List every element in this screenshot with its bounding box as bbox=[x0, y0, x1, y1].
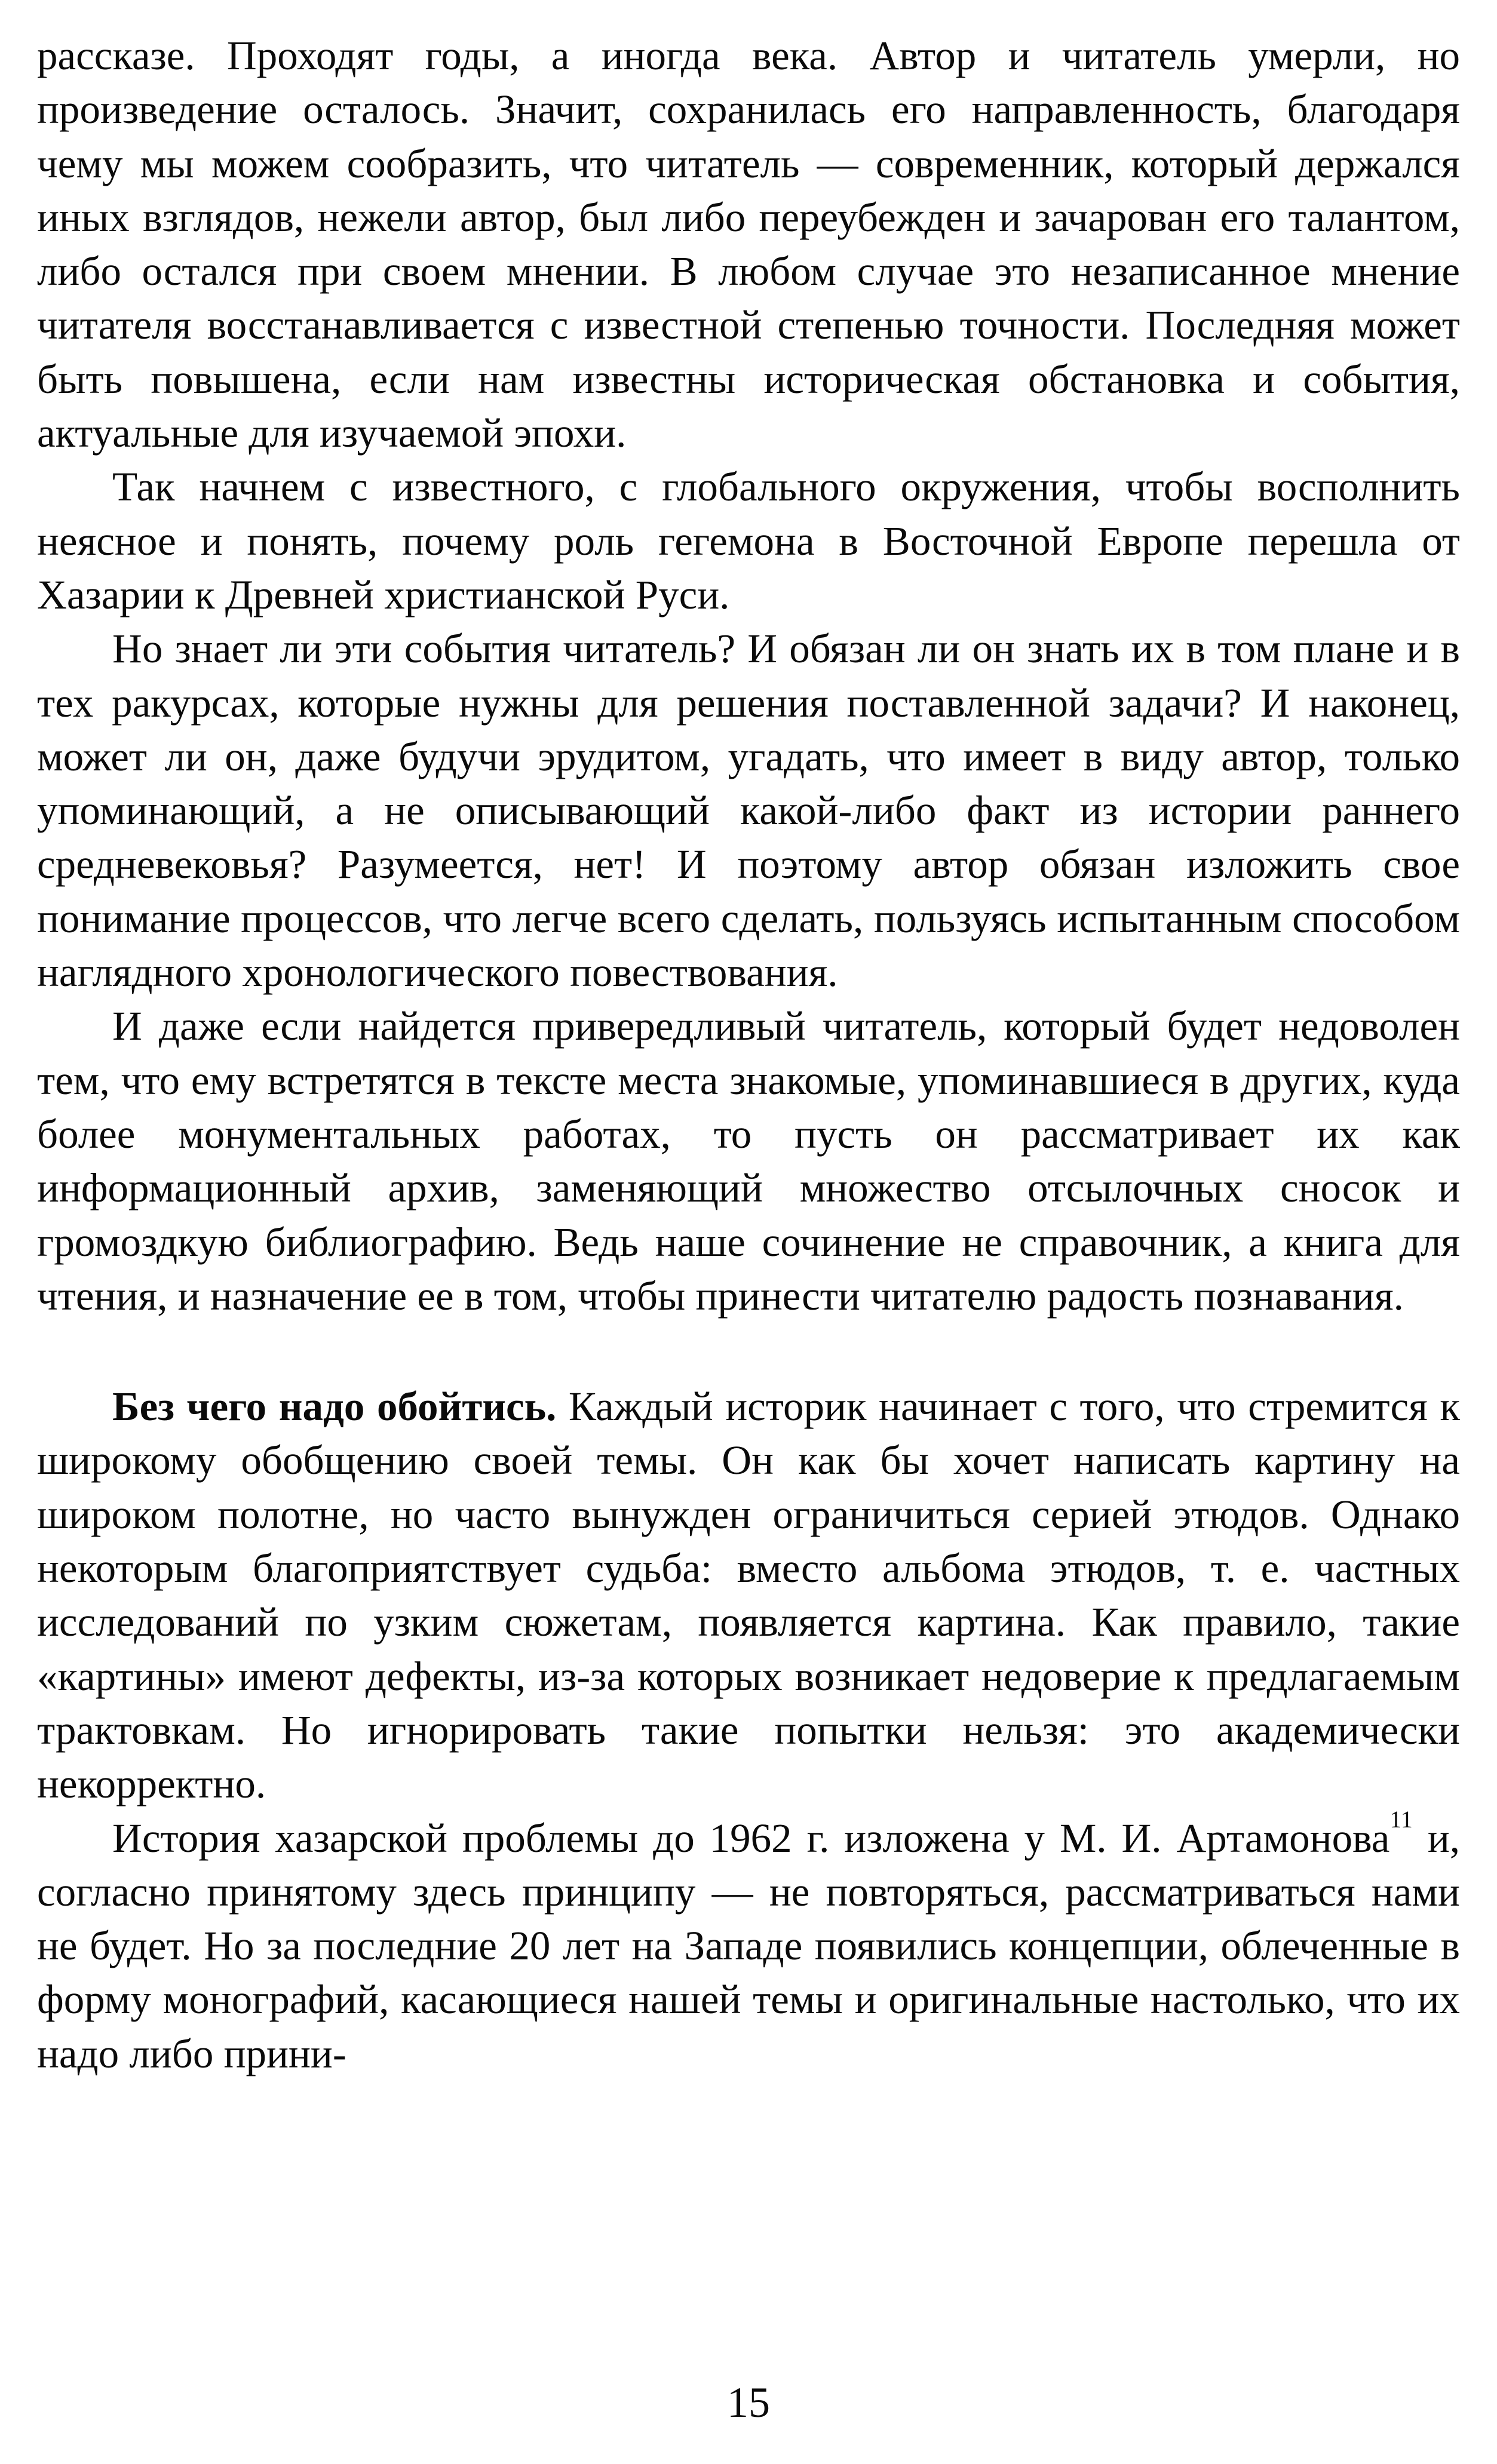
paragraph-with-footnote bbox=[37, 1805, 1460, 2081]
section-gap bbox=[37, 1323, 1460, 1380]
book-page bbox=[37, 29, 1460, 2081]
paragraph-text-start: История хазарской проблемы до 1962 г. изложена у М. И. Артамонова bbox=[112, 1815, 1390, 1861]
section-text: Каждый историк начинает с того, что стремится к широкому обобщению своей темы. Он как бы хочет написать картину на широком полотне, но часто вынужден ограничиться серией этюдов. Однако некоторым благоприятствует судьба: вместо альбома этюдов, т. е. частных исследований по узким сюжетам, появляется картина. Как правило, такие «картины» имеют дефекты, из-за которых возникает недоверие к предлагаемым трактовкам. Но игнорировать такие попытки нельзя: это академически некорректно. bbox=[37, 1384, 1460, 1807]
paragraph: Но знает ли эти события читатель? И обязан ли он знать их в том плане и в тех ракурсах, которые нужны для решения поставленной задачи? И наконец, может ли он, даже будучи эрудитом, угадать, что имеет в виду автор, только упоминающий, а не описывающий какой-либо факт из истории раннего средневековья? Разумеется, нет! И поэтому автор обязан изложить свое понимание процессов, что легче всего сделать, пользуясь испытанным способом наглядного хронологического повествования. bbox=[37, 626, 1460, 996]
page-number: 15 bbox=[727, 2379, 770, 2426]
paragraph-continued: рассказе. Проходят годы, а иногда века. Автор и читатель умерли, но произведение осталось. Значит, сохранилась его направленность, благодаря чему мы можем сообразить, что читатель — современник, который держался иных взглядов, нежели автор, был либо переубежден и зачарован его талантом, либо остался при своем мнении. В любом случае это незаписанное мнение читателя восстанавливается с известной степенью точности. Последняя может быть повышена, если нам известны историческая обстановка и события, актуальные для изучаемой эпохи. bbox=[37, 33, 1460, 456]
paragraph: И даже если найдется привередливый читатель, который будет недоволен тем, что ему встретятся в тексте места знакомые, упоминавшиеся в других, куда более монументальных работах, то пусть он рассматривает их как информационный архив, заменяющий множество отсылочных сносок и громоздкую библиографию. Ведь наше сочинение не справочник, а книга для чтения, и назначение ее в том, чтобы принести читателю радость познавания. bbox=[37, 1003, 1460, 1319]
section-heading: Без чего надо обойтись. bbox=[112, 1384, 557, 1430]
paragraph: Так начнем с известного, с глобального окружения, чтобы восполнить неясное и понять, почему роль гегемона в Восточной Европе перешла от Хазарии к Древней христианской Руси. bbox=[37, 464, 1460, 617]
paragraph-text-end: и, согласно принятому здесь принципу — не повторяться, рассматриваться нами не будет. Но за последние 20 лет на Западе появились концепции, облеченные в форму монографий, касающиеся нашей темы и оригинальные настолько, что их надо либо прини- bbox=[37, 1815, 1460, 2076]
section-paragraph bbox=[37, 1380, 1460, 1811]
footnote-reference: 11 bbox=[1389, 1805, 1413, 1833]
